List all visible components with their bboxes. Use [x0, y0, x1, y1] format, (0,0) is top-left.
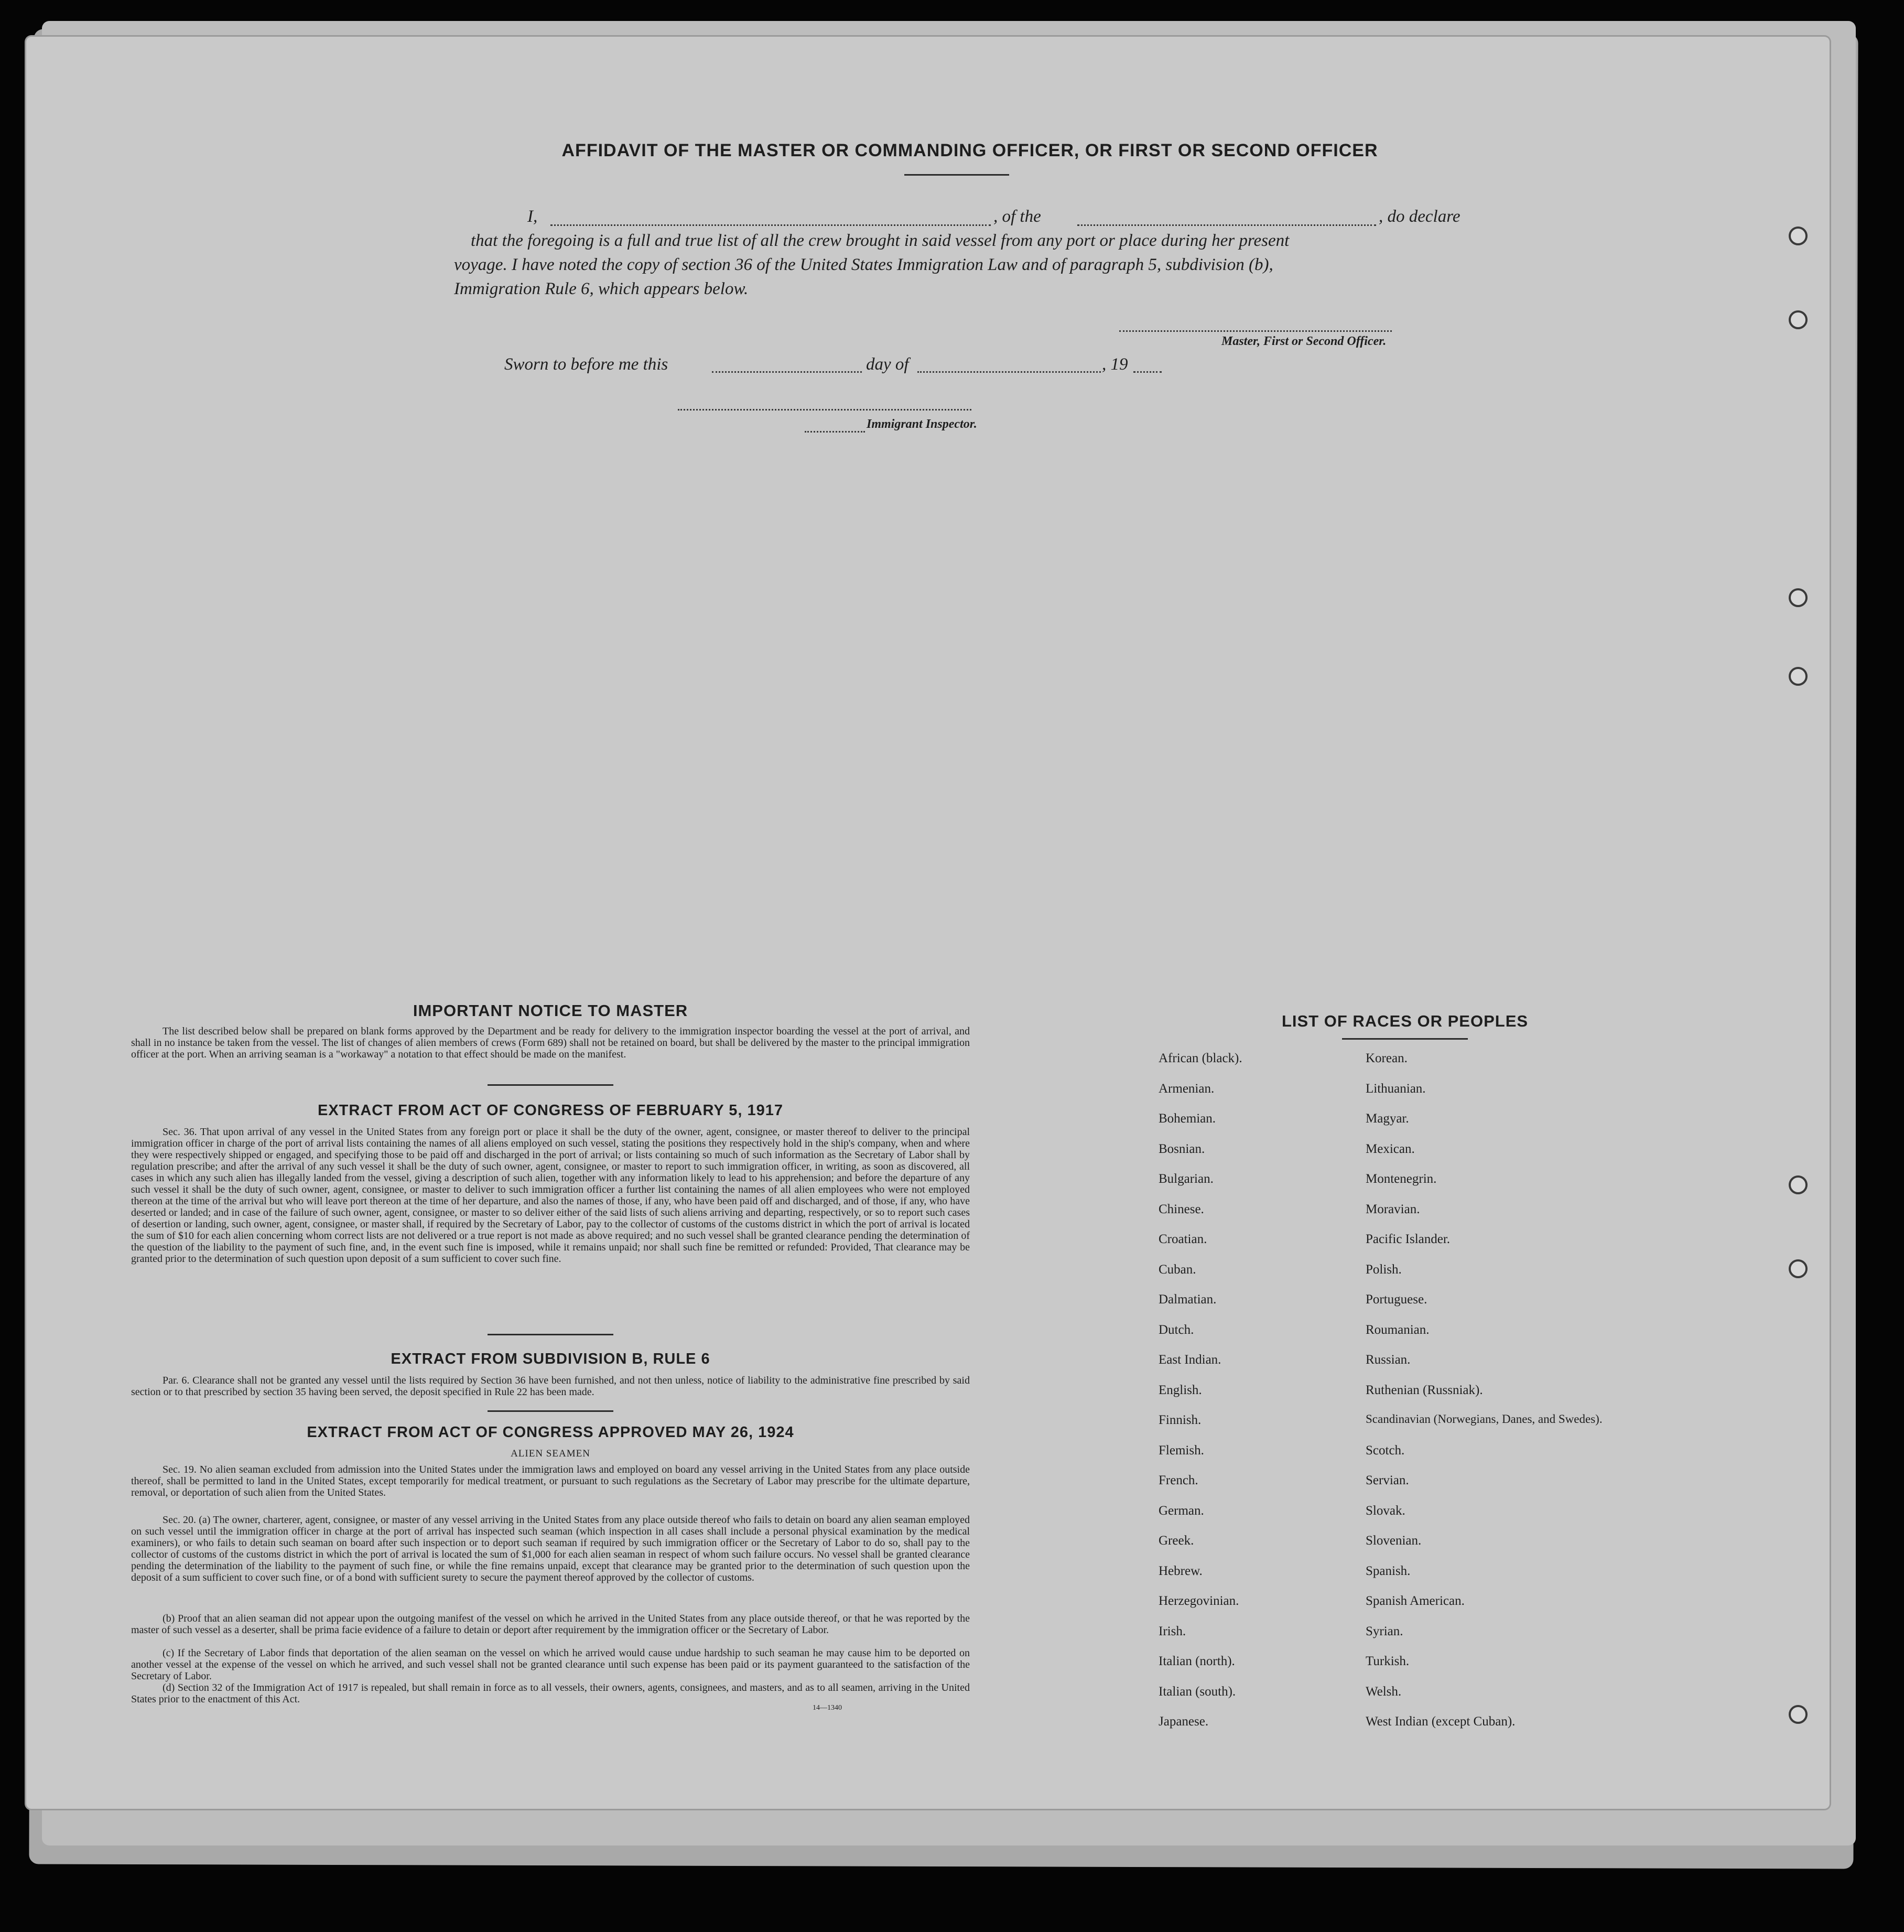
race-item: Slovak. [1366, 1503, 1405, 1518]
race-item: Finnish. [1159, 1413, 1202, 1427]
sec20a-text: Sec. 20. (a) The owner, charterer, agent, consignee, or master of any vessel arriving in the United States from any place outside thereof who fails to detain on board any alien seaman employed on such vessel until the immigration officer in charge at the port of arrival has inspected such seaman (which inspection in all cases shall include a personal physical examination by the medical examiners), or who fails to detain such seaman on board after such inspection or to deport such seaman if required by such immigration officer or the Secretary of Labor to do so, shall pay to the collector of customs of the customs district in which the port of arrival is located the sum of $1,000 for each alien seaman in respect of whom such failure occurs. No vessel shall be granted clearance pending the determination of the liability to the payment of such fine, or while the fine remains unpaid, except that clearance may be granted prior to the determination of such question upon the deposit of a sum sufficient to cover such fine, or of a bond with sufficient surety to secure the payment thereof approved by the collector of customs. [131, 1514, 970, 1583]
inspector-signature-field[interactable] [678, 409, 971, 411]
race-item: Italian (south). [1159, 1684, 1236, 1699]
race-item: Scandinavian (Norwegians, Danes, and Swedes). [1366, 1412, 1603, 1426]
punch-hole [1789, 588, 1808, 607]
notice-title: IMPORTANT NOTICE TO MASTER [413, 1001, 688, 1020]
inspector-caption-leader [805, 431, 865, 433]
signature-caption: Master, First or Second Officer. [1221, 334, 1387, 348]
punch-hole [1789, 226, 1808, 245]
race-item: Magyar. [1366, 1111, 1409, 1126]
race-item: Japanese. [1159, 1714, 1209, 1729]
notice-text: The list described below shall be prepared on blank forms approved by the Department and be ready for delivery to the immigration inspector boarding the vessel at the port of arrival, and shall in no instance be taken from the vessel. The list of changes of alien members of crews (Form 689) shall not be retained on board, but shall be delivered by the master to the principal immigration officer at the port. When an arriving seaman is a "workaway" a notation to that effect should be made on the manifest. [131, 1026, 970, 1060]
sworn-label: Sworn to before me this [504, 355, 668, 374]
race-item: Roumanian. [1366, 1322, 1430, 1337]
race-item: Croatian. [1159, 1232, 1207, 1246]
punch-hole [1789, 1175, 1808, 1194]
race-item: Syrian. [1366, 1624, 1403, 1638]
race-item: French. [1159, 1473, 1198, 1487]
affidavit-title: AFFIDAVIT OF THE MASTER OR COMMANDING OFFICER, OR FIRST OR SECOND OFFICER [561, 141, 1378, 160]
race-item: East Indian. [1159, 1353, 1221, 1367]
extract-1917-text: Sec. 36. That upon arrival of any vessel in the United States from any foreign port or place it shall be the duty of the owner, agent, consignee, or master thereof to deliver to the principal immigration officer in charge of the port of arrival lists containing the names of all aliens employed on such vessel, stating the positions they respectively hold in the ship's company, when and where they were respectively shipped or engaged, and specifying those to be paid off and discharged in the port of arrival; or lists containing so much of such information as the Secretary of Labor shall by regulation prescribe; and after the arrival of any such vessel it shall be the duty of such owner, agent, consignee, or master to report to such immigration officer, in writing, as soon as discovered, all cases in which any such alien has illegally landed from the vessel, giving a description of such alien, together with any information likely to lead to his apprehension; and before the departure of any such vessel it shall be the duty of such owner, agent, consignee, or master to deliver to such immigration officer a further list containing the names of all alien employees who were not employed thereon at the time of the arrival but who will leave port thereon at the time of her departure, and also the names of those, if any, who have been paid off and discharged, and of those, if any, who have deserted or landed; and in case of the failure of such owner, agent, consignee, or master to so deliver either of the said lists of such aliens arriving and departing, respectively, or so to report such cases of desertion or landing, such owner, agent, consignee, or master shall, if required by the Secretary of Labor, pay to the collector of customs of the customs district in which the port of arrival is located the sum of $10 for each alien concerning whom correct lists are not delivered or a true report is not made as above required; and no such vessel shall be granted clearance pending the determination of the question of the liability to the payment of such fine, and, in the event such fine is imposed, while it remains unpaid; nor shall such fine be remitted or refunded: Provided, That clearance may be granted prior to the determination of such question upon deposit of a sum sufficient to cover such fine. [131, 1126, 970, 1265]
divider [488, 1084, 613, 1086]
punch-hole [1789, 1259, 1808, 1278]
race-item: Dutch. [1159, 1322, 1194, 1337]
race-item: African (black). [1159, 1051, 1242, 1065]
day-of-label: day of [866, 355, 909, 374]
sec20d-text: (d) Section 32 of the Immigration Act of 1917 is repealed, but shall remain in force as to all vessels, their owners, agents, consignees, and masters, and as to all seamen, arriving in the United States prior to the enactment of this Act. [131, 1682, 970, 1705]
label-of-the: , of the [993, 207, 1041, 226]
race-item: Italian (north). [1159, 1654, 1235, 1668]
extract-1924-title: EXTRACT FROM ACT OF CONGRESS APPROVED MAY 26, 1924 [307, 1424, 794, 1441]
race-item: Korean. [1366, 1051, 1408, 1065]
race-item: Chinese. [1159, 1202, 1204, 1216]
race-item: Irish. [1159, 1624, 1186, 1638]
race-item: Dalmatian. [1159, 1292, 1217, 1307]
year-label: , 19 [1102, 355, 1128, 374]
extract-1917-title: EXTRACT FROM ACT OF CONGRESS OF FEBRUARY 5, 1917 [317, 1102, 784, 1119]
sec20c-text: (c) If the Secretary of Labor finds that deportation of the alien seaman on the vessel on which he arrived would cause undue hardship to such seaman he may cause him to be deported on another vessel at the expense of the vessel on which he arrived, and such vessel shall not be granted clearance until such expense has been paid or its payment guaranteed to the satisfaction of the Secretary of Labor. [131, 1647, 970, 1682]
race-item: Mexican. [1366, 1141, 1415, 1156]
affidavit-body-line2: that the foregoing is a full and true list of all the crew brought in said vessel from any port or place during her present [471, 231, 1290, 250]
title-underline [904, 174, 1009, 176]
divider [488, 1410, 613, 1412]
race-item: Welsh. [1366, 1684, 1402, 1699]
label-i: I, [527, 207, 538, 226]
sec19-text: Sec. 19. No alien seaman excluded from admission into the United States under the immigration laws and employed on board any vessel arriving in the United States from any place outside thereof, shall be permitted to land in the United States, except temporarily for medical treatment, or pursuant to such regulations as the Secretary of Labor may prescribe for the ultimate departure, removal, or deportation of such alien from the United States. [131, 1464, 970, 1498]
race-item: Lithuanian. [1366, 1081, 1426, 1096]
sworn-month-field[interactable] [917, 371, 1101, 373]
race-item: Portuguese. [1366, 1292, 1427, 1307]
extract-rule6-title: EXTRACT FROM SUBDIVISION B, RULE 6 [391, 1351, 710, 1367]
form-number: 14—1340 [813, 1704, 842, 1712]
race-item: English. [1159, 1383, 1202, 1397]
officer-signature-field[interactable] [1119, 330, 1392, 332]
race-item: Polish. [1366, 1262, 1402, 1277]
race-item: Hebrew. [1159, 1563, 1203, 1578]
inspector-caption: Immigrant Inspector. [867, 417, 977, 431]
race-item: West Indian (except Cuban). [1366, 1714, 1516, 1729]
divider [488, 1334, 613, 1335]
race-item: Servian. [1366, 1473, 1409, 1487]
affidavit-body-line3: voyage. I have noted the copy of section 36 of the United States Immigration Law and of paragraph 5, subdivision (b), [454, 255, 1273, 274]
punch-hole [1789, 310, 1808, 329]
sworn-day-field[interactable] [712, 371, 862, 373]
race-item: Flemish. [1159, 1443, 1204, 1458]
race-item: Greek. [1159, 1534, 1194, 1548]
punch-hole [1789, 667, 1808, 686]
race-item: Bohemian. [1159, 1111, 1216, 1126]
label-do-declare: , do declare [1379, 207, 1461, 226]
race-item: Russian. [1366, 1353, 1411, 1367]
races-underline [1342, 1038, 1468, 1040]
race-item: Spanish. [1366, 1563, 1411, 1578]
race-item: Bulgarian. [1159, 1172, 1214, 1186]
race-item: Bosnian. [1159, 1141, 1205, 1156]
punch-hole [1789, 1705, 1808, 1724]
race-item: German. [1159, 1503, 1204, 1518]
race-item: Scotch. [1366, 1443, 1405, 1458]
vessel-name-field[interactable] [1077, 224, 1376, 226]
race-item: Slovenian. [1366, 1534, 1422, 1548]
races-right-column [1366, 1051, 1607, 1745]
sworn-year-field[interactable] [1133, 371, 1162, 373]
master-name-field[interactable] [550, 224, 991, 226]
race-item: Herzegovinian. [1159, 1594, 1239, 1608]
race-item: Moravian. [1366, 1202, 1420, 1216]
race-item: Cuban. [1159, 1262, 1196, 1277]
races-title: LIST OF RACES OR PEOPLES [1281, 1012, 1529, 1030]
race-item: Turkish. [1366, 1654, 1410, 1668]
extract-rule6-text: Par. 6. Clearance shall not be granted any vessel until the lists required by Section 36 have been furnished, and not then unless, notice of liability to the administrative fine prescribed by said section or to that prescribed by section 35 having been served, the deposit specified in Rule 22 has been made. [131, 1375, 970, 1398]
sec20b-text: (b) Proof that an alien seaman did not appear upon the outgoing manifest of the vessel on which he arrived in the United States from any place outside thereof, or that he was reported by the master of such vessel as a deserter, shall be prima facie evidence of a failure to detain or deport after requirement by the immigration officer or the Secretary of Labor. [131, 1613, 970, 1636]
affidavit-body-line4: Immigration Rule 6, which appears below. [454, 279, 749, 298]
alien-seamen-subtitle: ALIEN SEAMEN [511, 1448, 590, 1459]
race-item: Pacific Islander. [1366, 1232, 1451, 1246]
race-item: Montenegrin. [1366, 1172, 1437, 1186]
form-page [26, 37, 1830, 1809]
race-item: Armenian. [1159, 1081, 1215, 1096]
race-item: Spanish American. [1366, 1594, 1465, 1608]
race-item: Ruthenian (Russniak). [1366, 1383, 1483, 1397]
